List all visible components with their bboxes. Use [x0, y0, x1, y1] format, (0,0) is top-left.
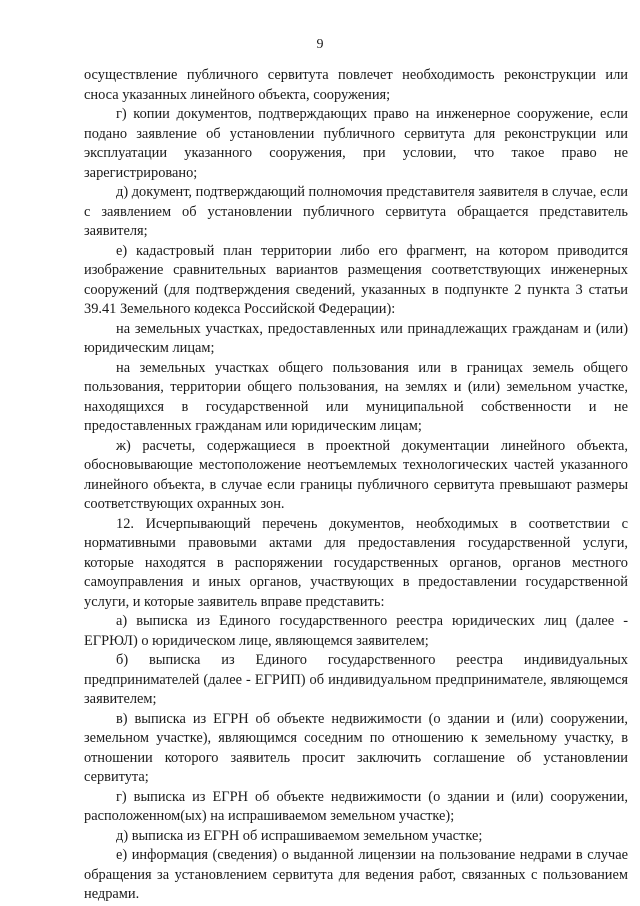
- paragraph-section-12: 12. Исчерпывающий перечень документов, необходимых в соответствии с нормативными правовыми актами для предоставления государственной услуги, которые находятся в распоряжении государственных органов, органов местного самоуправления и иных органов, участвующих в предоставлении государственной услуги, и которые заявитель вправе представить:: [84, 515, 628, 610]
- paragraph-continuation: осуществление публичного сервитута повлечет необходимость реконструкции или сноса указанных линейного объекта, сооружения;: [84, 67, 628, 103]
- paragraph-sub-public-land: на земельных участках общего пользования или в границах земель общего пользования, территории общего пользования, на землях и (или) земельном участке, находящихся в государственной или муниципальной собственности и не предоставленных гражданам или юридическим лицам;: [84, 359, 628, 434]
- paragraph-item-e2: е) информация (сведения) о выданной лицензии на пользование недрами в случае обращения за установлением сервитута для ведения работ, связанных с пользованием недрами.: [84, 847, 628, 902]
- paragraph-item-g2: г) выписка из ЕГРН об объекте недвижимости (о здании и (или) сооружении, расположенном(ых) на испрашиваемом земельном участке);: [84, 788, 628, 824]
- paragraph-item-d2: д) выписка из ЕГРН об испрашиваемом земельном участке;: [116, 827, 483, 844]
- paragraph-item-zh: ж) расчеты, содержащиеся в проектной документации линейного объекта, обосновывающие местоположение неотъемлемых технологических частей указанного линейного объекта, в случае если границы публичного сервитута превышают размеры соответствующих охранных зон.: [84, 437, 628, 512]
- paragraph-item-d: д) документ, подтверждающий полномочия представителя заявителя в случае, если с заявлением об установлении публичного сервитута обращается представитель заявителя;: [84, 184, 628, 239]
- paragraph-item-e: е) кадастровый план территории либо его фрагмент, на котором приводится изображение сравнительных вариантов размещения соответствующих инженерных сооружений (для подтверждения сведений, указанных в подпункте 2 пункта 3 статьи 39.41 Земельного кодекса Российской Федерации):: [84, 242, 628, 317]
- paragraph-item-v: в) выписка из ЕГРН об объекте недвижимости (о здании и (или) сооружении, земельном участке), являющимся соседним по отношению к земельному участку, в отношении которого заявитель просит заключить соглашение об установлении сервитута;: [84, 710, 628, 785]
- document-body: [84, 66, 628, 905]
- paragraph-sub-private-land: на земельных участках, предоставленных или принадлежащих гражданам и (или) юридическим лицам;: [84, 320, 628, 356]
- paragraph-item-g: г) копии документов, подтверждающих право на инженерное сооружение, если подано заявление об установлении публичного сервитута для реконструкции или эксплуатации указанного сооружения, при условии, что такое право не зарегистрировано;: [84, 106, 628, 181]
- page-number: 9: [316, 37, 324, 52]
- paragraph-item-a: а) выписка из Единого государственного реестра юридических лиц (далее - ЕГРЮЛ) о юридическом лице, являющемся заявителем;: [84, 613, 628, 649]
- paragraph-item-b: б) выписка из Единого государственного реестра индивидуальных предпринимателей (далее - ЕГРИП) об индивидуальном предпринимателе, являющемся заявителем;: [84, 652, 628, 707]
